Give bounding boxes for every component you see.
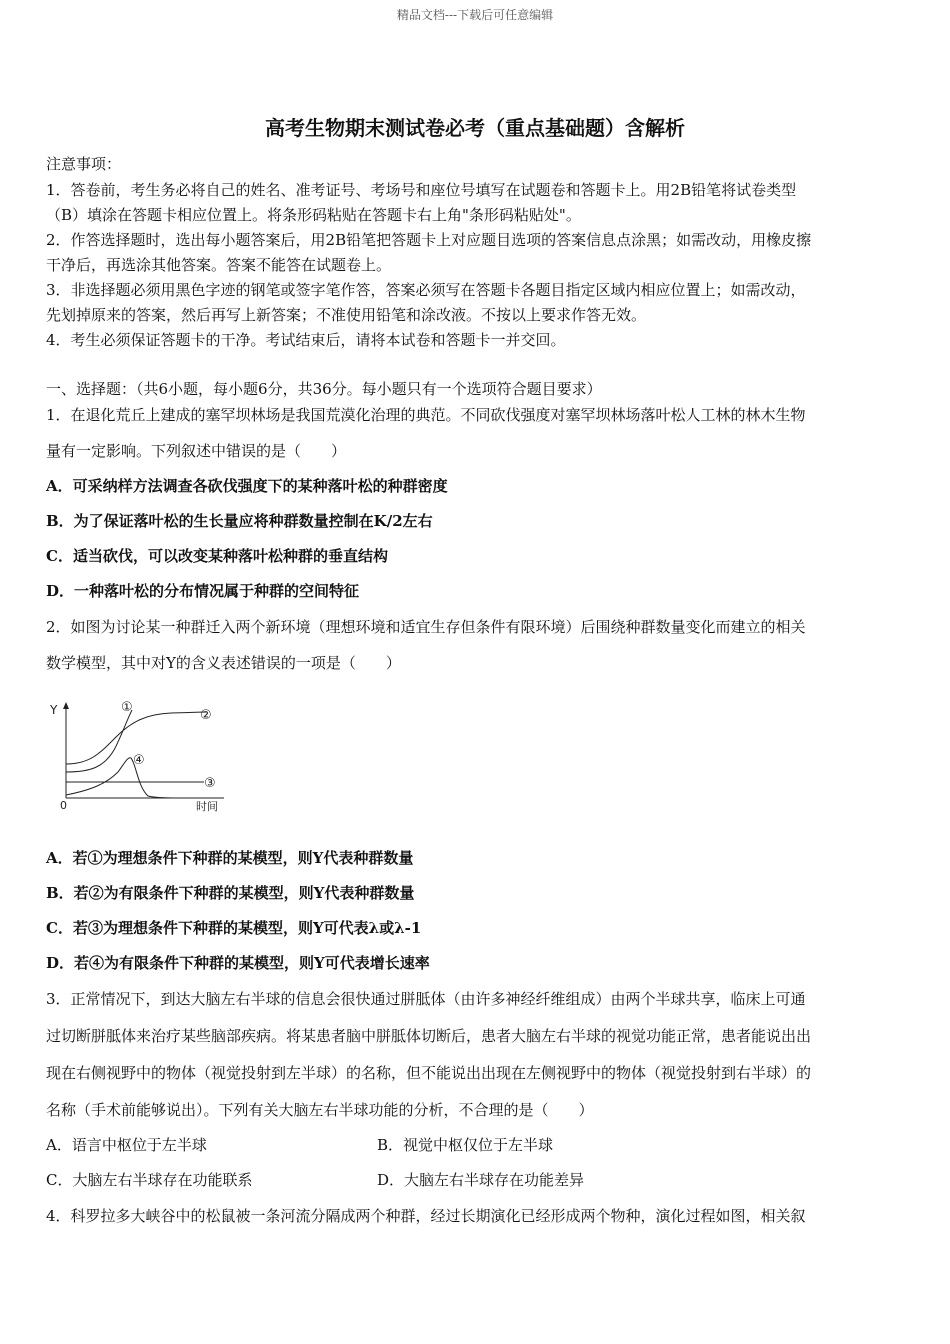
- curve-4-label: ④: [133, 753, 145, 768]
- question-2-option-d: D．若④为有限条件下种群的某模型，则Y可代表增长速率: [46, 954, 430, 972]
- section-heading: 一、选择题：（共6小题，每小题6分，共36分。每小题只有一个选项符合题目要求）: [46, 380, 602, 398]
- question-2-option-a: A．若①为理想条件下种群的某模型，则Y代表种群数量: [46, 849, 414, 867]
- notice-line: （B）填涂在答题卡相应位置上。将条形码粘贴在答题卡右上角"条形码粘贴处"。: [46, 206, 581, 224]
- question-3-stem: 现在右侧视野中的物体（视觉投射到左半球）的名称，但不能说出出现在左侧视野中的物体（视觉投射到右半球）的: [46, 1064, 812, 1082]
- question-3-option-a: A．语言中枢位于左半球: [46, 1136, 207, 1154]
- population-model-figure: [46, 692, 236, 820]
- question-1-option-b: B．为了保证落叶松的生长量应将种群数量控制在K/2左右: [46, 512, 433, 530]
- question-1-stem: 1．在退化荒丘上建成的塞罕坝林场是我国荒漠化治理的典范。不同砍伐强度对塞罕坝林场落叶松人工林的林木生物: [46, 406, 806, 424]
- question-2-stem: 2．如图为讨论某一种群迁入两个新环境（理想环境和适宜生存但条件有限环境）后围绕种群数量变化而建立的相关: [46, 618, 806, 636]
- question-1-option-a: A．可采纳样方法调查各砍伐强度下的某种落叶松的种群密度: [46, 477, 448, 495]
- curve-2-label: ②: [200, 708, 212, 723]
- page-title: 高考生物期末测试卷必考（重点基础题）含解析: [265, 116, 685, 140]
- curve-4: [66, 758, 186, 798]
- question-1-stem: 量有一定影响。下列叙述中错误的是（ ）: [46, 442, 347, 460]
- notice-line: 4．考生必须保证答题卡的干净。考试结束后，请将本试卷和答题卡一并交回。: [46, 331, 566, 349]
- question-2-option-b: B．若②为有限条件下种群的某模型，则Y代表种群数量: [46, 884, 415, 902]
- notice-line: 1．答卷前，考生务必将自己的姓名、准考证号、考场号和座位号填写在试题卷和答题卡上。用2B铅笔将试卷类型: [46, 181, 797, 199]
- y-axis-arrow: [63, 702, 69, 709]
- question-1-option-d: D．一种落叶松的分布情况属于种群的空间特征: [46, 582, 360, 600]
- question-2-option-c: C．若③为理想条件下种群的某模型，则Y可代表λ或λ-1: [46, 919, 422, 937]
- origin-label: 0: [60, 799, 67, 812]
- curve-1: [66, 710, 132, 772]
- curve-3-label: ③: [204, 776, 216, 791]
- question-2-stem: 数学模型，其中对Y的含义表述错误的一项是（ ）: [46, 654, 401, 672]
- page-header: 精品文档---下载后可任意编辑: [396, 8, 554, 22]
- question-3-stem: 名称（手术前能够说出）。下列有关大脑左右半球功能的分析，不合理的是（ ）: [46, 1101, 594, 1119]
- question-3-stem: 过切断胼胝体来治疗某些脑部疾病。将某患者脑中胼胝体切断后，患者大脑左右半球的视觉功能正常，患者能说出出: [46, 1027, 812, 1045]
- question-3-option-b: B．视觉中枢仅位于左半球: [377, 1136, 554, 1154]
- question-3-option-c: C．大脑左右半球存在功能联系: [46, 1171, 253, 1189]
- notice-line: 干净后，再选涂其他答案。答案不能答在试题卷上。: [46, 256, 392, 274]
- question-4-stem: 4．科罗拉多大峡谷中的松鼠被一条河流分隔成两个种群，经过长期演化已经形成两个物种，演化过程如图，相关叙: [46, 1207, 806, 1225]
- notice-heading: 注意事项：: [46, 155, 122, 173]
- notice-line: 2．作答选择题时，选出每小题答案后，用2B铅笔把答题卡上对应题目选项的答案信息点涂黑；如需改动，用橡皮擦: [46, 231, 812, 249]
- x-axis-label: 时间: [196, 800, 218, 813]
- question-3-option-d: D．大脑左右半球存在功能差异: [377, 1171, 585, 1189]
- notice-line: 3．非选择题必须用黑色字迹的钢笔或签字笔作答，答案必须写在答题卡各题目指定区域内相应位置上；如需改动，: [46, 281, 806, 299]
- question-1-option-c: C．适当砍伐，可以改变某种落叶松种群的垂直结构: [46, 547, 388, 565]
- question-3-stem: 3．正常情况下，到达大脑左右半球的信息会很快通过胼胝体（由许多神经纤维组成）由两个半球共享，临床上可通: [46, 990, 806, 1008]
- notice-line: 先划掉原来的答案，然后再写上新答案；不准使用铅笔和涂改液。不按以上要求作答无效。: [46, 306, 647, 324]
- y-axis-label: Y: [50, 703, 58, 717]
- curve-1-label: ①: [121, 700, 133, 715]
